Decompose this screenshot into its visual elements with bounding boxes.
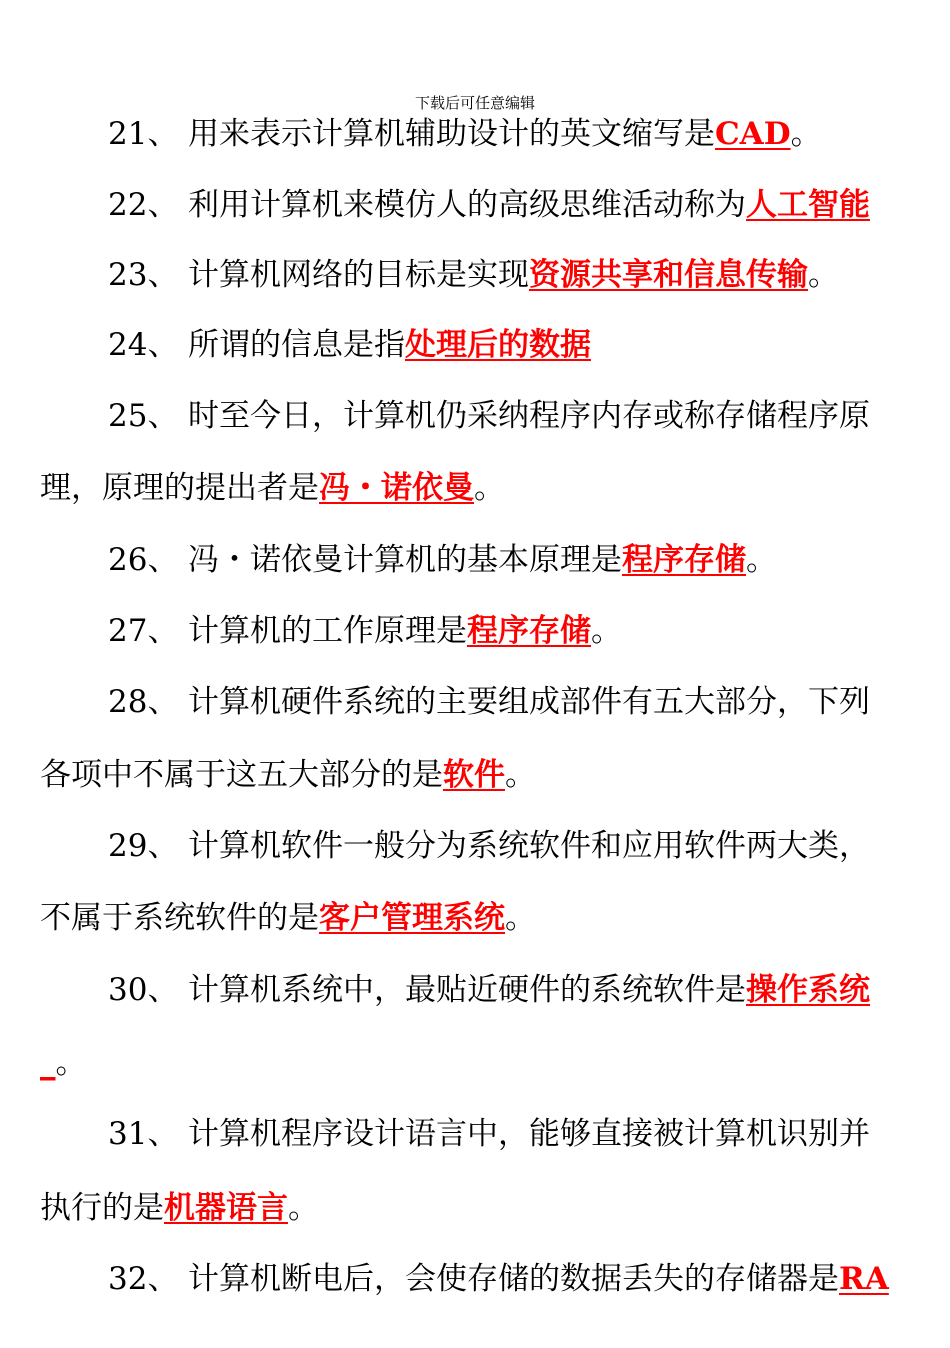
question-tail: 。 bbox=[591, 613, 622, 649]
question-number: 29、 bbox=[108, 828, 179, 864]
answer-text: 人工智能 bbox=[746, 187, 870, 223]
question-tail: 。 bbox=[808, 257, 839, 293]
answer-text: 资源共享和信息传输 bbox=[529, 257, 808, 293]
answer-text: _ bbox=[40, 1045, 56, 1081]
answer-text: 操作系统 bbox=[746, 972, 870, 1008]
question-text: 计算机软件一般分为系统软件和应用软件两大类， bbox=[188, 828, 870, 864]
question-number: 26、 bbox=[108, 542, 179, 578]
question-tail: 。 bbox=[474, 470, 505, 506]
question-number: 24、 bbox=[108, 327, 179, 363]
question-text: 所谓的信息是指 bbox=[188, 327, 405, 363]
question-27 bbox=[108, 608, 910, 654]
question-tail: 。 bbox=[505, 757, 536, 793]
question-21 bbox=[108, 111, 910, 157]
question-text: 计算机系统中，最贴近硬件的系统软件是 bbox=[188, 972, 746, 1008]
question-tail: 。 bbox=[746, 542, 777, 578]
question-29 bbox=[108, 823, 910, 869]
question-22 bbox=[108, 182, 910, 228]
question-text: 计算机的工作原理是 bbox=[188, 613, 467, 649]
question-26 bbox=[108, 537, 910, 583]
question-25-continued bbox=[40, 465, 910, 511]
question-number: 23、 bbox=[108, 257, 179, 293]
question-32 bbox=[108, 1256, 910, 1302]
answer-text: 客户管理系统 bbox=[319, 900, 505, 936]
question-text: 计算机网络的目标是实现 bbox=[188, 257, 529, 293]
question-29-continued bbox=[40, 895, 910, 941]
question-number: 31、 bbox=[108, 1116, 179, 1152]
question-tail: 。 bbox=[55, 1045, 87, 1081]
question-number: 28、 bbox=[108, 684, 179, 720]
answer-text: 程序存储 bbox=[467, 613, 591, 649]
question-30 bbox=[108, 967, 910, 1013]
question-24 bbox=[108, 322, 910, 368]
answer-text: RA bbox=[839, 1261, 889, 1297]
question-31 bbox=[108, 1111, 910, 1157]
question-text: 用来表示计算机辅助设计的英文缩写是 bbox=[188, 116, 715, 152]
question-28-continued bbox=[40, 752, 910, 798]
question-text: 计算机硬件系统的主要组成部件有五大部分，下列 bbox=[188, 684, 870, 720]
question-text: 冯・诺依曼计算机的基本原理是 bbox=[188, 542, 622, 578]
question-text: 各项中不属于这五大部分的是 bbox=[40, 757, 443, 793]
question-text: 执行的是 bbox=[40, 1190, 164, 1226]
answer-text: 机器语言 bbox=[164, 1190, 288, 1226]
question-30-continued bbox=[40, 1040, 910, 1086]
question-25 bbox=[108, 393, 910, 439]
question-number: 21、 bbox=[108, 116, 179, 152]
answer-text: CAD bbox=[715, 116, 791, 152]
answer-text: 处理后的数据 bbox=[405, 327, 591, 363]
answer-text: 冯・诺依曼 bbox=[319, 470, 474, 506]
question-text: 时至今日，计算机仍采纳程序内存或称存储程序原 bbox=[188, 398, 870, 434]
question-31-continued bbox=[40, 1185, 910, 1231]
question-number: 25、 bbox=[108, 398, 179, 434]
question-number: 27、 bbox=[108, 613, 179, 649]
question-text: 不属于系统软件的是 bbox=[40, 900, 319, 936]
question-tail: 。 bbox=[288, 1190, 319, 1226]
question-text: 理，原理的提出者是 bbox=[40, 470, 319, 506]
question-text: 利用计算机来模仿人的高级思维活动称为 bbox=[188, 187, 746, 223]
question-text: 计算机程序设计语言中，能够直接被计算机识别并 bbox=[188, 1116, 870, 1152]
answer-text: 程序存储 bbox=[622, 542, 746, 578]
question-23 bbox=[108, 252, 910, 298]
question-tail: 。 bbox=[505, 900, 536, 936]
question-number: 32、 bbox=[108, 1261, 179, 1297]
answer-text: 软件 bbox=[443, 757, 505, 793]
page-header: 下载后可任意编辑 bbox=[414, 94, 535, 112]
question-28 bbox=[108, 679, 910, 725]
question-tail: 。 bbox=[790, 116, 822, 152]
question-number: 30、 bbox=[108, 972, 179, 1008]
question-number: 22、 bbox=[108, 187, 179, 223]
question-text: 计算机断电后，会使存储的数据丢失的存储器是 bbox=[188, 1261, 839, 1297]
